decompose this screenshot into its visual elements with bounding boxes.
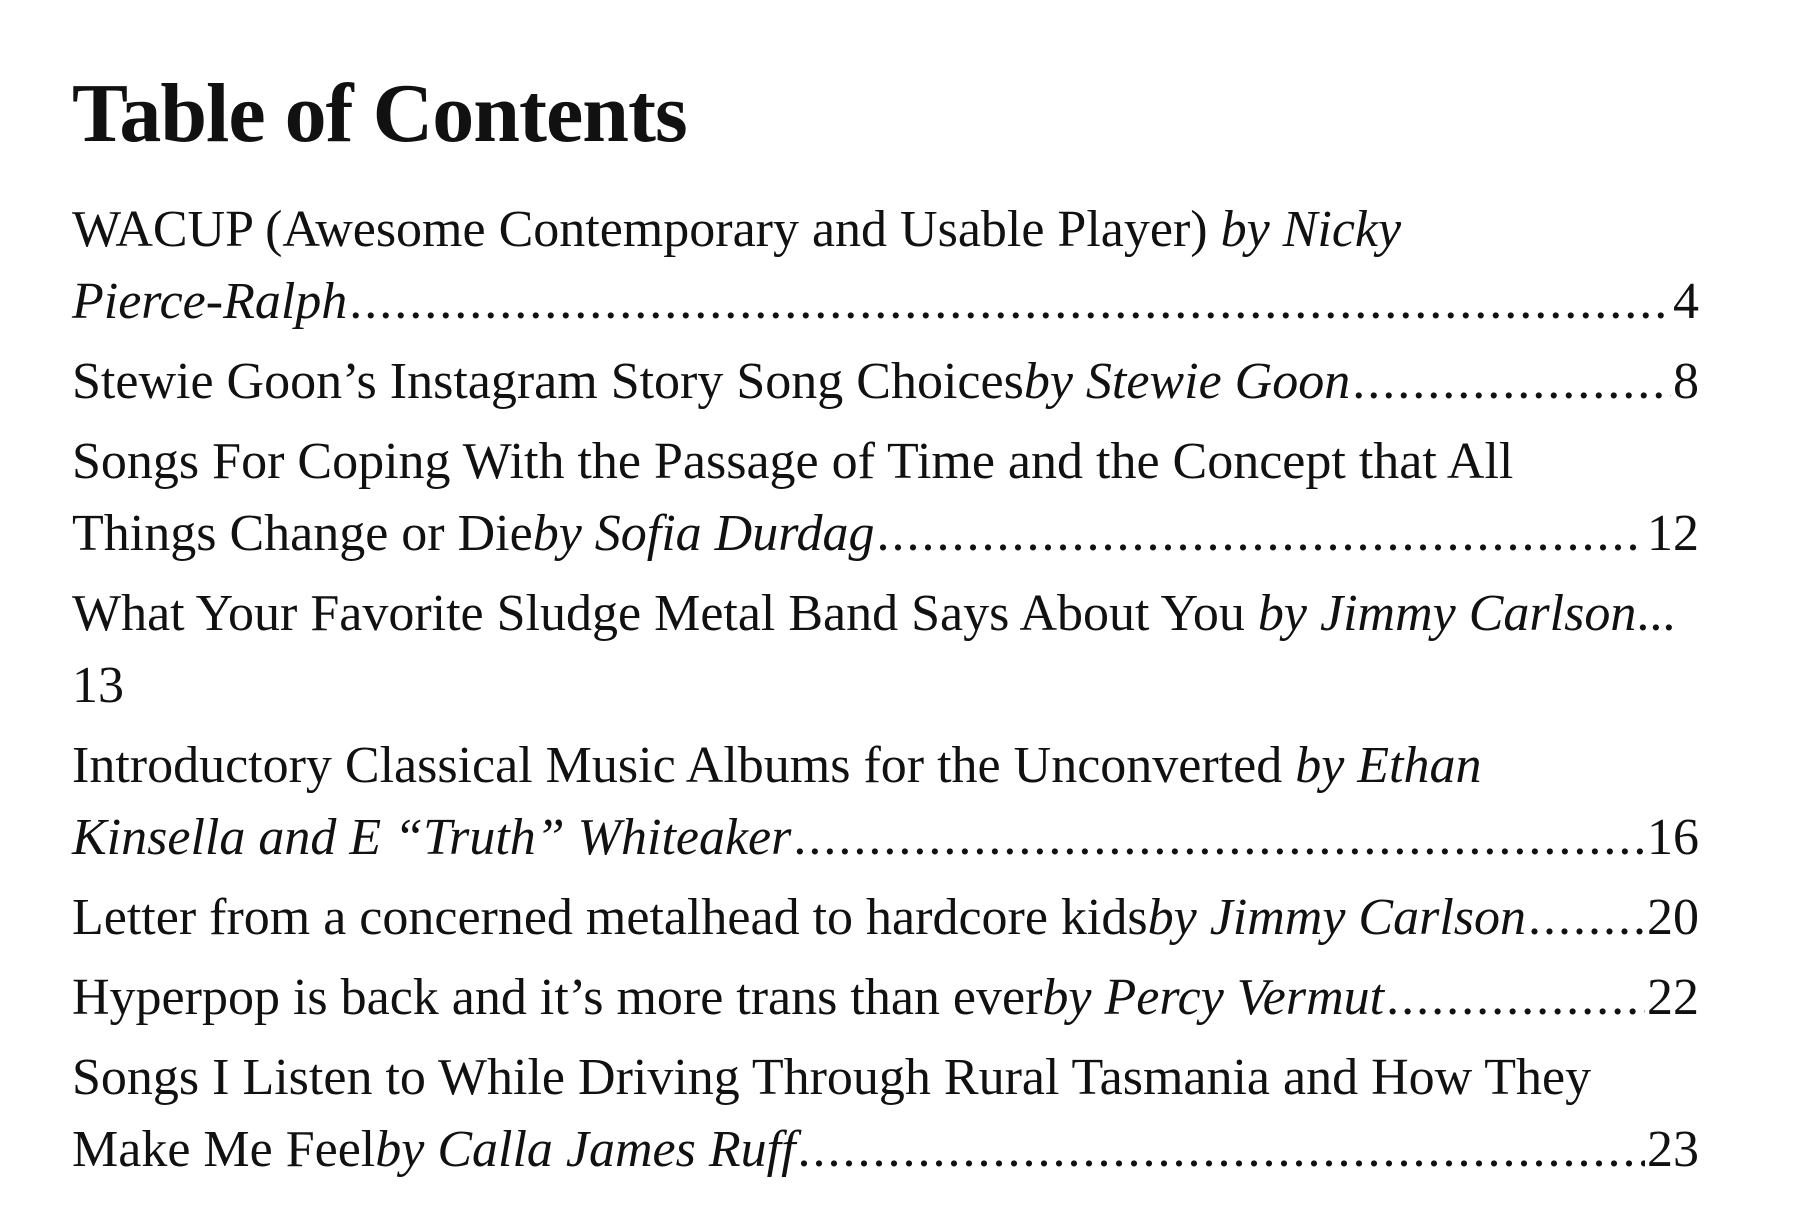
entry-page-number: 23 <box>1647 1121 1699 1178</box>
dot-leader: ... <box>1636 585 1676 642</box>
toc-entry-line-2 <box>72 266 1699 338</box>
toc-entry-line-1 <box>72 1042 1699 1114</box>
entry-author-continued: Pierce-Ralph <box>72 273 348 330</box>
entry-author: by Percy Vermut <box>1042 969 1385 1026</box>
entry-author: by Jimmy Carlson <box>1257 585 1637 642</box>
toc-entry-line-1 <box>72 346 1699 418</box>
entry-author: by Nicky <box>1220 201 1402 258</box>
toc-entry-line-1 <box>72 578 1699 650</box>
dot-leader <box>349 266 1671 338</box>
toc-entry-rural-tasmania[interactable] <box>72 1042 1699 1186</box>
entry-title: Hyperpop is back and it’s more trans than ever <box>72 969 1043 1026</box>
entry-page-number: 16 <box>1647 809 1699 866</box>
toc-entry-line-1 <box>72 194 1699 266</box>
toc-entry-hyperpop[interactable] <box>72 962 1699 1034</box>
entry-title: Songs For Coping With the Passage of Time and the Concept that All <box>72 433 1514 490</box>
entry-author: by Stewie Goon <box>1023 353 1351 410</box>
toc-list <box>72 194 1699 1186</box>
toc-entry-line-1 <box>72 882 1699 954</box>
entry-title: What Your Favorite Sludge Metal Band Says About You <box>72 585 1258 642</box>
entry-page-number: 13 <box>72 657 124 714</box>
entry-page-number: 8 <box>1673 353 1699 410</box>
toc-entry-sludge-metal[interactable] <box>72 578 1699 722</box>
dot-leader <box>1528 882 1645 954</box>
toc-entry-line-1 <box>72 730 1699 802</box>
toc-entry-line-1 <box>72 426 1699 498</box>
dot-leader <box>1386 962 1645 1034</box>
toc-entry-line-2 <box>72 802 1699 874</box>
toc-entry-concerned-metalhead[interactable] <box>72 882 1699 954</box>
entry-page-number: 22 <box>1647 969 1699 1026</box>
entry-author: by Calla James Ruff <box>375 1121 796 1178</box>
entry-author-continued: Kinsella and E “Truth” Whiteaker <box>72 809 792 866</box>
toc-entry-line-2 <box>72 650 1699 722</box>
toc-entry-line-2 <box>72 498 1699 570</box>
entry-page-number: 12 <box>1647 505 1699 562</box>
entry-title: Stewie Goon’s Instagram Story Song Choices <box>72 353 1024 410</box>
dot-leader <box>798 1114 1645 1186</box>
entry-title: Songs I Listen to While Driving Through Rural Tasmania and How They <box>72 1049 1592 1106</box>
dot-leader <box>1352 346 1671 418</box>
page-title: Table of Contents <box>72 67 687 160</box>
toc-entry-classical-music[interactable] <box>72 730 1699 874</box>
toc-entry-songs-for-coping[interactable] <box>72 426 1699 570</box>
entry-title-continued: Make Me Feel <box>72 1121 376 1178</box>
dot-leader <box>793 802 1645 874</box>
entry-author: by Sofia Durdag <box>532 505 875 562</box>
toc-entry-line-1 <box>72 962 1699 1034</box>
entry-page-number: 20 <box>1647 889 1699 946</box>
entry-author: by Jimmy Carlson <box>1147 889 1527 946</box>
entry-title-continued: Things Change or Die <box>72 505 533 562</box>
entry-title: Introductory Classical Music Albums for the Unconverted <box>72 737 1296 794</box>
toc-entry-line-2 <box>72 1114 1699 1186</box>
entry-title: WACUP (Awesome Contemporary and Usable Player) <box>72 201 1221 258</box>
entry-author: by Ethan <box>1295 737 1482 794</box>
entry-page-number: 4 <box>1673 273 1699 330</box>
dot-leader <box>877 498 1645 570</box>
toc-entry-stewie-goon[interactable] <box>72 346 1699 418</box>
toc-entry-wacup[interactable] <box>72 194 1699 338</box>
entry-title: Letter from a concerned metalhead to hardcore kids <box>72 889 1148 946</box>
